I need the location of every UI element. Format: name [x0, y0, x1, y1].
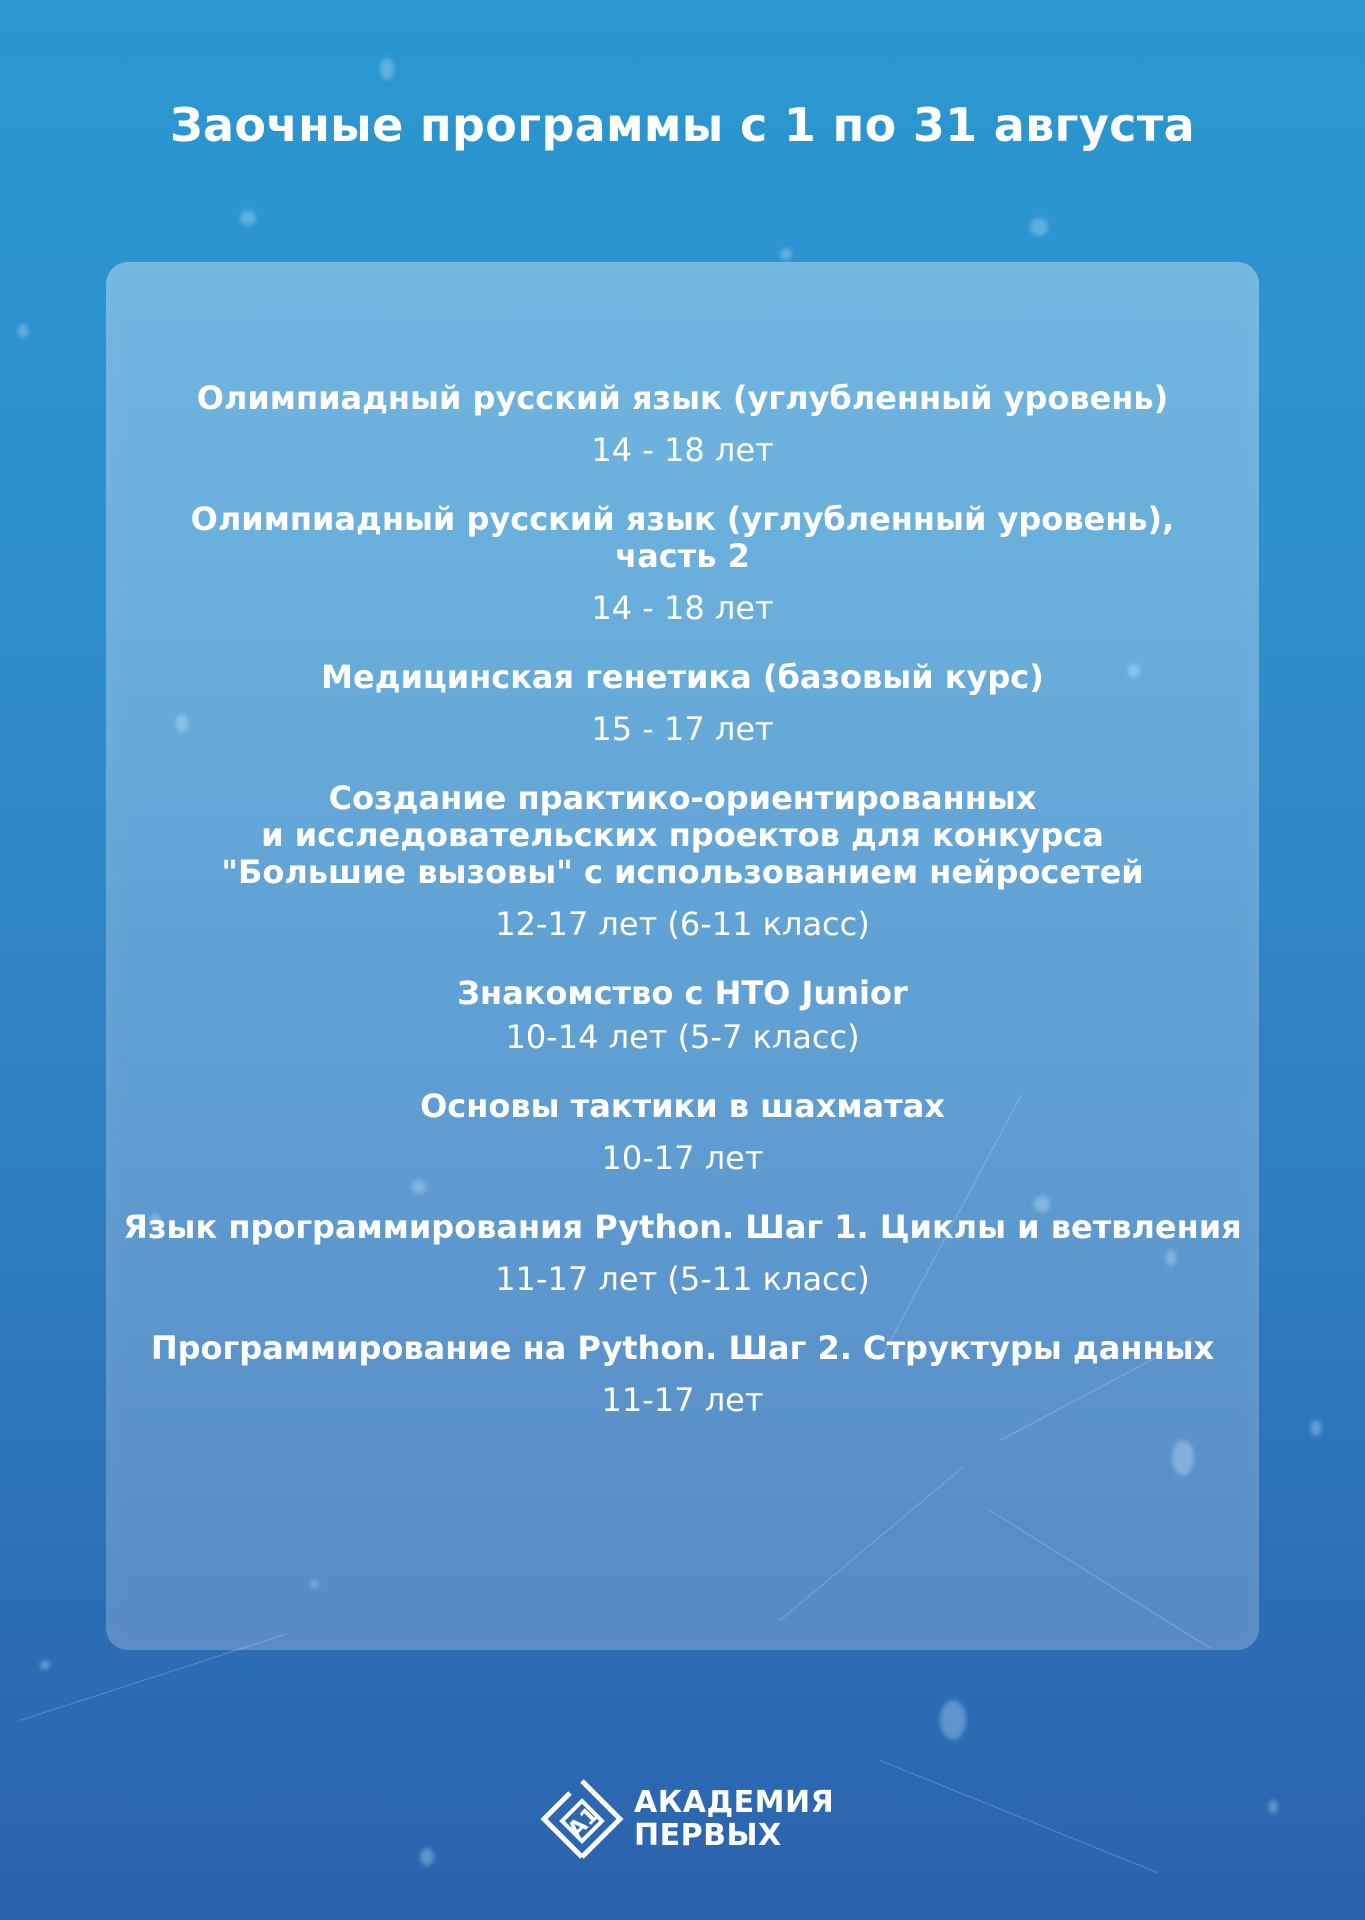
logo-mark-text: A1	[563, 1802, 605, 1844]
program-age: 14 - 18 лет	[591, 589, 774, 627]
academy-logo-icon	[540, 1777, 624, 1861]
bokeh-dot	[40, 1660, 50, 1670]
program-age: 11-17 лет	[601, 1381, 764, 1419]
program-list	[106, 380, 1259, 1451]
program-item	[106, 1088, 1259, 1177]
program-item	[106, 659, 1259, 748]
program-age: 10-14 лет (5-7 класс)	[505, 1018, 860, 1056]
program-item	[106, 1330, 1259, 1419]
program-age: 12-17 лет (6-11 класс)	[495, 905, 870, 943]
bokeh-dot	[1310, 1420, 1322, 1436]
programs-card	[106, 262, 1259, 1650]
program-name: Олимпиадный русский язык (углубленный уровень), часть 2	[190, 500, 1175, 575]
program-age: 14 - 18 лет	[591, 431, 774, 469]
bokeh-dot	[1030, 218, 1048, 236]
bokeh-dot	[420, 1848, 434, 1866]
program-name: Создание практико-ориентированных и исследовательских проектов для конкурса "Большие вызовы" с использованием нейросетей	[221, 779, 1144, 891]
program-name: Язык программирования Python. Шаг 1. Циклы и ветвления	[123, 1208, 1242, 1246]
program-item	[106, 380, 1259, 469]
logo-line-1: АКАДЕМИЯ	[634, 1785, 835, 1820]
program-age: 10-17 лет	[601, 1139, 764, 1177]
program-name: Программирование на Python. Шаг 2. Структуры данных	[150, 1329, 1215, 1367]
page-title: Заочные программы с 1 по 31 августа	[170, 98, 1195, 152]
program-name: Знакомство с НТО Junior	[457, 974, 908, 1012]
program-item	[106, 780, 1259, 943]
bokeh-dot	[240, 210, 256, 226]
logo-line-2: ПЕРВЫХ	[634, 1818, 782, 1853]
program-name: Основы тактики в шахматах	[420, 1087, 945, 1125]
bokeh-dot	[18, 324, 28, 338]
program-item	[106, 975, 1259, 1056]
network-line	[880, 1760, 1159, 1873]
program-name: Олимпиадный русский язык (углубленный уровень)	[196, 379, 1169, 417]
program-age: 11-17 лет (5-11 класс)	[495, 1260, 870, 1298]
logo-text	[634, 1786, 834, 1852]
program-age: 15 - 17 лет	[591, 710, 774, 748]
bokeh-dot	[940, 1700, 966, 1740]
bokeh-dot	[380, 58, 394, 80]
bokeh-dot	[780, 248, 792, 260]
bokeh-dot	[1268, 1800, 1278, 1814]
program-item	[106, 501, 1259, 627]
program-item	[106, 1209, 1259, 1298]
program-name: Медицинская генетика (базовый курс)	[321, 658, 1044, 696]
academy-logo	[540, 1774, 834, 1864]
